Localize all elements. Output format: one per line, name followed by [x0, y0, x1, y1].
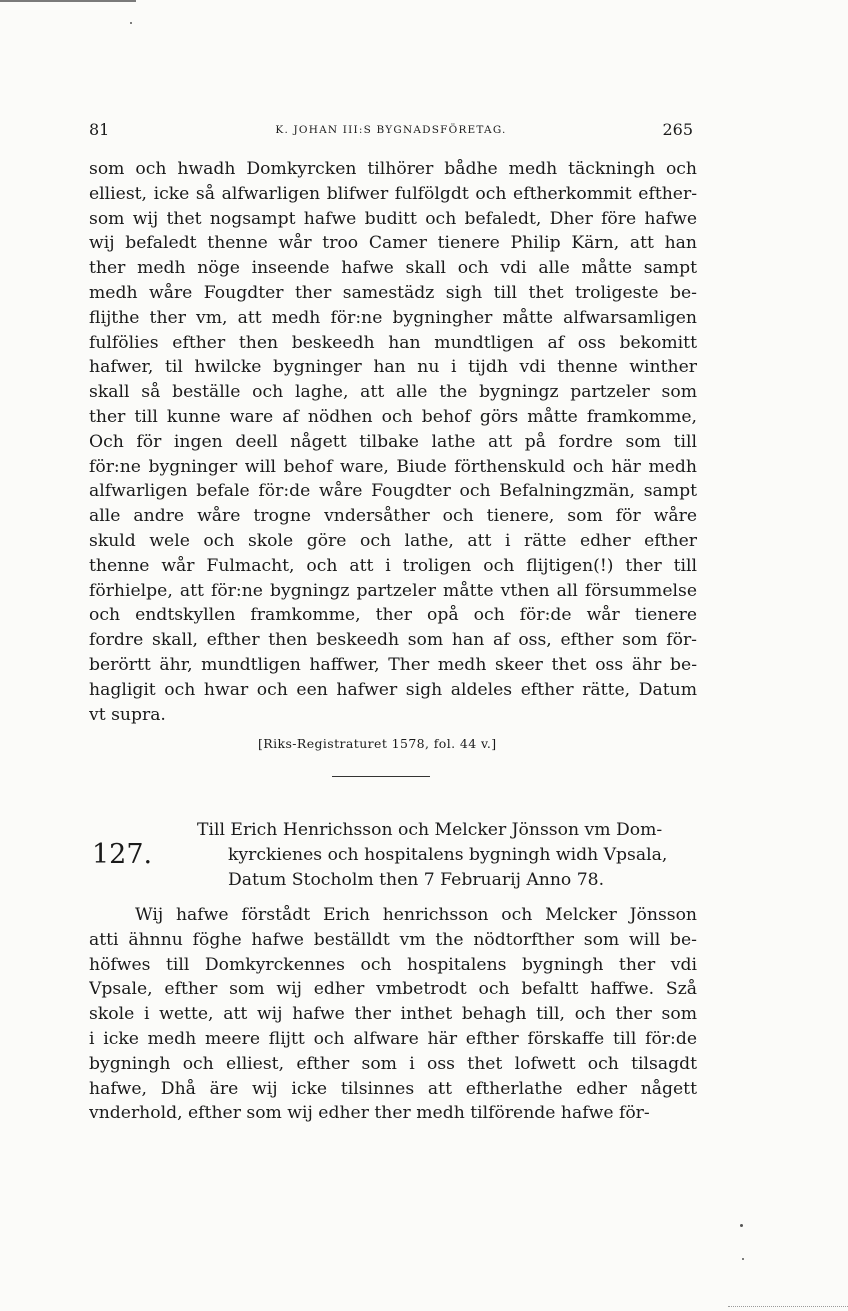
header-left-number: 81 — [89, 120, 110, 139]
text-line: flijthe ther vm, att medh för:ne bygningher måtte alfwarsamligen — [89, 307, 697, 328]
text-line: wij befaledt thenne wår troo Camer tienere Philip Kärn, att han — [89, 233, 697, 254]
scan-border-line — [0, 0, 136, 2]
text-line: vt supra. — [89, 704, 166, 725]
text-line: vnderhold, efther som wij edher ther medh tilförende hafwe för- — [89, 1103, 650, 1124]
text-line: elliest, icke så alfwarligen blifwer fulfölgdt och eftherkommit efther- — [89, 183, 697, 204]
document-title-line: Datum Stocholm then 7 Februarij Anno 78. — [228, 870, 605, 890]
text-line: thenne wår Fulmacht, och att i troligen och flijtigen(!) ther till — [89, 555, 697, 576]
scan-speck — [740, 1224, 743, 1227]
text-line: Vpsale, efther som wij edher vmbetrodt och befaltt haffwe. Szå — [89, 979, 697, 1000]
text-line: Och för ingen deell någett tilbake lathe att på fordre som till — [89, 431, 697, 452]
text-line: medh wåre Fougdter ther samestädz sigh till thet troligeste be- — [89, 282, 697, 303]
section-divider — [332, 776, 430, 777]
text-line: bygningh och elliest, efther som i oss thet lofwett och tilsagdt — [89, 1053, 697, 1074]
text-line: alle andre wåre trogne vndersåther och tienere, som för wåre — [89, 506, 697, 527]
document-number: 127. — [92, 839, 153, 870]
source-note: [Riks-Registraturet 1578, fol. 44 v.] — [258, 736, 497, 751]
text-line: hafwe, Dhå äre wij icke tilsinnes att eftherlathe edher någett — [89, 1078, 697, 1099]
text-line: skole i wette, att wij hafwe ther inthet behagh till, och ther som — [89, 1004, 697, 1025]
running-header — [89, 120, 693, 146]
text-line: hafwer, til hwilcke bygninger han nu i tijdh vdi thenne winther — [89, 357, 697, 378]
text-line: i icke medh meere flijtt och alfware här efther förskaffe till för:de — [89, 1028, 697, 1049]
paragraph-continued — [89, 157, 697, 727]
document-title-line: kyrckienes och hospitalens bygningh widh Vpsala, — [228, 845, 668, 865]
text-line: som wij thet nogsampt hafwe buditt och befaledt, Dher före hafwe — [89, 208, 697, 229]
text-line: och endtskyllen framkomme, ther opå och för:de wår tienere — [89, 605, 697, 626]
document-title — [197, 818, 697, 893]
text-line: skuld wele och skole göre och lathe, att i rätte edher efther — [89, 530, 697, 551]
text-line: ther till kunne ware af nödhen och behof görs måtte framkomme, — [89, 406, 697, 427]
text-line: berörtt ähr, mundtligen haffwer, Ther medh skeer thet oss ähr be- — [89, 654, 697, 675]
page-number: 265 — [662, 120, 693, 139]
scan-speck — [742, 1258, 744, 1260]
text-line: alfwarligen befale för:de wåre Fougdter och Befalningzmän, sampt — [89, 481, 697, 502]
document-title-line: Till Erich Henrichsson och Melcker Jönsson vm Dom- — [197, 820, 663, 840]
text-line: hagligit och hwar och een hafwer sigh aldeles efther rätte, Datum — [89, 679, 697, 700]
paragraph-letter — [89, 903, 697, 1126]
scan-speck — [130, 22, 132, 24]
text-line: för:ne bygninger will behof ware, Biude förthenskuld och här medh — [89, 456, 697, 477]
text-line: som och hwadh Domkyrcken tilhörer bådhe medh täckningh och — [89, 159, 697, 179]
text-line: höfwes till Domkyrckennes och hospitalens bygningh ther vdi — [89, 954, 697, 975]
text-line: fulfölies efther then beskeedh han mundtligen af oss bekomitt — [89, 332, 697, 353]
text-line: fordre skall, efther then beskeedh som han af oss, efther som för- — [89, 630, 697, 651]
scan-border-line — [728, 1305, 848, 1307]
running-title: K. JOHAN III:S BYGNADSFÖRETAG. — [275, 124, 507, 136]
text-line: ther medh nöge inseende hafwe skall och vdi alle måtte sampt — [89, 258, 697, 279]
text-line: förhielpe, att för:ne bygningz partzeler måtte vthen all försummelse — [89, 580, 697, 601]
text-line: skall så beställe och laghe, att alle the bygningz partzeler som — [89, 382, 697, 403]
text-line: Wij hafwe förstådt Erich henrichsson och Melcker Jönsson — [135, 905, 697, 925]
text-line: atti ähnnu föghe hafwe beställdt vm the nödtorfther som will be- — [89, 929, 697, 950]
